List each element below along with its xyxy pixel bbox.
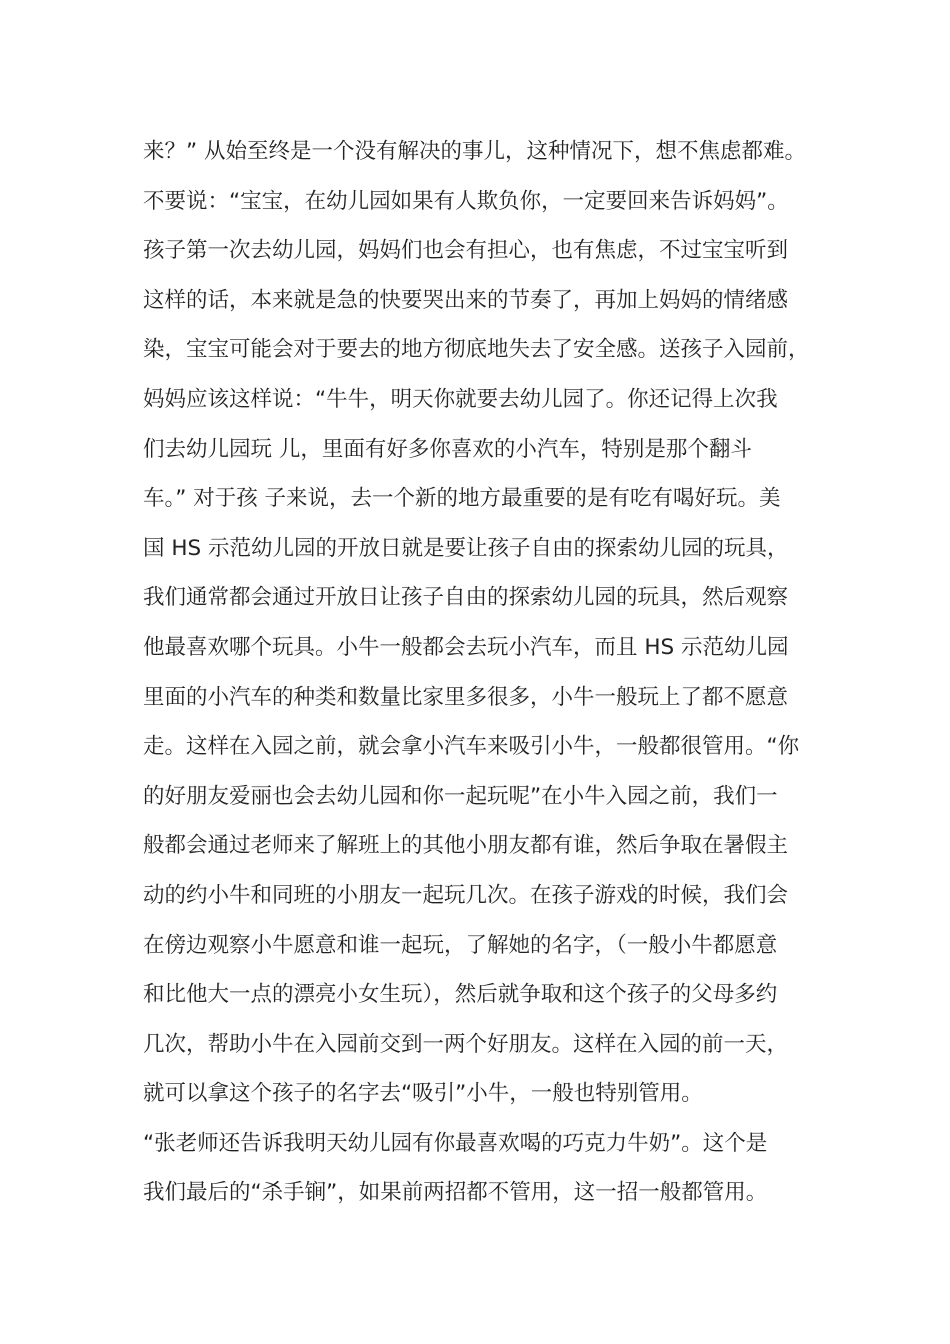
text-line: 们去幼儿园玩 儿，里面有好多你喜欢的小汽车，特别是那个翻斗 xyxy=(143,436,752,462)
text-line: 不要说：“宝宝，在幼儿园如果有人欺负你，一定要回来告诉妈妈”。 xyxy=(143,188,789,214)
text-line: 般都会通过老师来了解班上的其他小朋友都有谁，然后争取在暑假主 xyxy=(143,833,789,859)
text-line: 里面的小汽车的种类和数量比家里多很多，小牛一般玩上了都不愿意 xyxy=(143,684,789,710)
text-line: 他最喜欢哪个玩具。小牛一般都会去玩小汽车，而且 HS 示范幼儿园 xyxy=(143,634,789,660)
text-line: “张老师还告诉我明天幼儿园有你最喜欢喝的巧克力牛奶”。这个是 xyxy=(143,1130,768,1156)
text-line: 我们通常都会通过开放日让孩子自由的探索幼儿园的玩具，然后观察 xyxy=(143,585,789,611)
text-line: 就可以拿这个孩子的名字去“吸引”小牛，一般也特别管用。 xyxy=(143,1081,703,1107)
text-line: 孩子第一次去幼儿园，妈妈们也会有担心，也有焦虑，不过宝宝听到 xyxy=(143,238,789,264)
text-line: 染，宝宝可能会对于要去的地方彻底地失去了安全感。送孩子入园前， xyxy=(143,337,810,363)
text-line: 在傍边观察小牛愿意和谁一起玩，了解她的名字，（一般小牛都愿意 xyxy=(143,932,778,958)
body-text xyxy=(143,127,823,1218)
text-line: 来？” 从始至终是一个没有解决的事儿，这种情况下，想不焦虑都难。 xyxy=(143,139,806,164)
text-line: 妈妈应该这样说：“牛牛，明天你就要去幼儿园了。你还记得上次我 xyxy=(143,386,778,412)
text-line: 走。这样在入园之前，就会拿小汽车来吸引小牛，一般都很管用。“你 xyxy=(143,734,800,760)
text-line: 国 HS 示范幼儿园的开放日就是要让孩子自由的探索幼儿园的玩具， xyxy=(143,535,789,561)
text-line: 动的约小牛和同班的小朋友一起玩几次。在孩子游戏的时候，我们会 xyxy=(143,882,789,908)
text-line: 几次，帮助小牛在入园前交到一两个好朋友。这样在入园的前一天， xyxy=(143,1031,789,1057)
text-line: 这样的话，本来就是急的快要哭出来的节奏了，再加上妈妈的情绪感 xyxy=(143,287,789,313)
text-line: 我们最后的“杀手锏”，如果前两招都不管用，这一招一般都管用。 xyxy=(143,1180,768,1206)
text-line: 车。” 对于孩 子来说，去一个新的地方最重要的是有吃有喝好玩。美 xyxy=(143,486,781,512)
text-line: 和比他大一点的漂亮小女生玩），然后就争取和这个孩子的父母多约 xyxy=(143,982,778,1008)
text-line: 的好朋友爱丽也会去幼儿园和你一起玩呢”在小牛入园之前，我们一 xyxy=(143,783,778,809)
